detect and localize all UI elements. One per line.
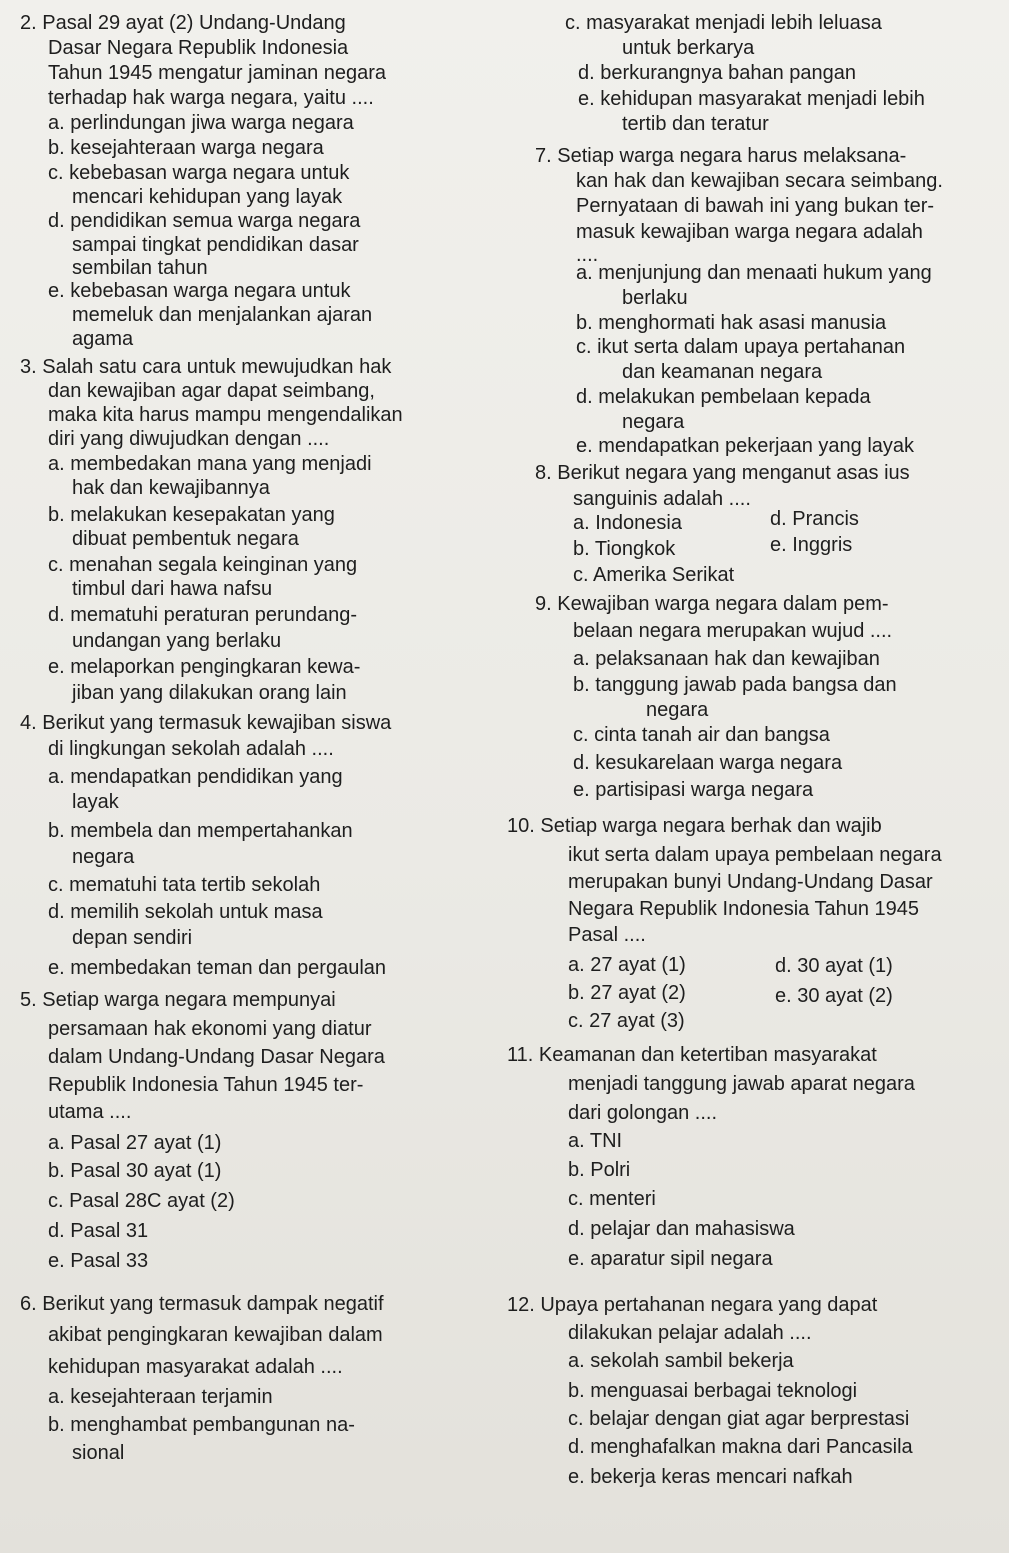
q8-stem-1: 8. Berikut negara yang menganut asas ius <box>535 462 910 484</box>
q7-option-c-cont: dan keamanan negara <box>622 361 823 383</box>
q3-stem-1: 3. Salah satu cara untuk mewujudkan hak <box>20 356 392 378</box>
q5-stem-4: Republik Indonesia Tahun 1945 ter- <box>48 1074 364 1096</box>
q11-stem-2: menjadi tanggung jawab aparat negara <box>568 1073 915 1095</box>
q3-option-c: c. menahan segala keinginan yang <box>48 554 358 576</box>
q12-option-d: d. menghafalkan makna dari Pancasila <box>568 1436 913 1458</box>
q3-stem-3: maka kita harus mampu mengendalikan <box>48 404 403 426</box>
q2-option-e-cont-1: memeluk dan menjalankan ajaran <box>72 304 373 326</box>
q11-option-a: a. TNI <box>568 1130 623 1152</box>
q4-option-a: a. mendapatkan pendidikan yang <box>48 766 343 788</box>
q12-option-a: a. sekolah sambil bekerja <box>568 1350 794 1372</box>
q6-option-e: e. kehidupan masyarakat menjadi lebih <box>578 88 925 110</box>
q2-stem-4: terhadap hak warga negara, yaitu .... <box>48 87 374 109</box>
q6-option-c-cont: untuk berkarya <box>622 37 755 59</box>
q10-stem-5: Pasal .... <box>568 924 646 946</box>
q4-option-d: d. memilih sekolah untuk masa <box>48 901 323 923</box>
q10-stem-3: merupakan bunyi Undang-Undang Dasar <box>568 871 933 893</box>
q3-option-b-cont: dibuat pembentuk negara <box>72 528 299 550</box>
q7-option-c: c. ikut serta dalam upaya pertahanan <box>576 336 906 358</box>
q3-option-a-cont: hak dan kewajibannya <box>72 477 270 499</box>
q4-option-c: c. mematuhi tata tertib sekolah <box>48 874 321 896</box>
q2-stem-2: Dasar Negara Republik Indonesia <box>48 37 349 59</box>
q9-option-a: a. pelaksanaan hak dan kewajiban <box>573 648 880 670</box>
q8-stem-2: sanguinis adalah .... <box>573 488 751 510</box>
q5-option-b: b. Pasal 30 ayat (1) <box>48 1160 222 1182</box>
q3-stem-4: diri yang diwujudkan dengan .... <box>48 428 330 450</box>
q7-stem-1: 7. Setiap warga negara harus melaksana- <box>535 145 907 167</box>
q2-option-c: c. kebebasan warga negara untuk <box>48 162 350 184</box>
q8-option-d: d. Prancis <box>770 508 859 530</box>
q6-option-d: d. berkurangnya bahan pangan <box>578 62 857 84</box>
q10-option-b: b. 27 ayat (2) <box>568 982 686 1004</box>
q5-stem-3: dalam Undang-Undang Dasar Negara <box>48 1046 385 1068</box>
q3-option-a: a. membedakan mana yang menjadi <box>48 453 372 475</box>
q10-stem-4: Negara Republik Indonesia Tahun 1945 <box>568 898 920 920</box>
q6-stem-3: kehidupan masyarakat adalah .... <box>48 1356 343 1378</box>
q5-option-c: c. Pasal 28C ayat (2) <box>48 1190 235 1212</box>
q10-option-e: e. 30 ayat (2) <box>775 985 893 1007</box>
q9-option-b-cont: negara <box>646 699 709 721</box>
q7-stem-3: Pernyataan di bawah ini yang bukan ter- <box>576 195 935 217</box>
q9-option-b: b. tanggung jawab pada bangsa dan <box>573 674 897 696</box>
q7-stem-4: masuk kewajiban warga negara adalah <box>576 221 923 243</box>
q6-option-c: c. masyarakat menjadi lebih leluasa <box>565 12 882 34</box>
q5-option-a: a. Pasal 27 ayat (1) <box>48 1132 222 1154</box>
q7-stem-5: .... <box>576 244 599 266</box>
q2-option-c-cont: mencari kehidupan yang layak <box>72 186 343 208</box>
q3-option-b: b. melakukan kesepakatan yang <box>48 504 335 526</box>
q12-stem-1: 12. Upaya pertahanan negara yang dapat <box>507 1294 878 1316</box>
q4-option-e: e. membedakan teman dan pergaulan <box>48 957 387 979</box>
q3-option-d-cont: undangan yang berlaku <box>72 630 282 652</box>
q11-option-e: e. aparatur sipil negara <box>568 1248 773 1270</box>
q10-option-a: a. 27 ayat (1) <box>568 954 686 976</box>
q12-option-b: b. menguasai berbagai teknologi <box>568 1380 858 1402</box>
q10-stem-2: ikut serta dalam upaya pembelaan negara <box>568 844 942 866</box>
q5-option-e: e. Pasal 33 <box>48 1250 149 1272</box>
q6-stem-2: akibat pengingkaran kewajiban dalam <box>48 1324 383 1346</box>
q2-option-a: a. perlindungan jiwa warga negara <box>48 112 354 134</box>
q8-option-b: b. Tiongkok <box>573 538 676 560</box>
q2-option-e: e. kebebasan warga negara untuk <box>48 280 351 302</box>
q11-option-d: d. pelajar dan mahasiswa <box>568 1218 795 1240</box>
q2-option-e-cont-2: agama <box>72 328 134 350</box>
q10-stem-1: 10. Setiap warga negara berhak dan wajib <box>507 815 882 837</box>
q4-option-a-cont: layak <box>72 791 119 813</box>
q12-option-c: c. belajar dengan giat agar berprestasi <box>568 1408 910 1430</box>
q12-stem-2: dilakukan pelajar adalah .... <box>568 1322 812 1344</box>
q5-option-d: d. Pasal 31 <box>48 1220 149 1242</box>
q6-option-a: a. kesejahteraan terjamin <box>48 1386 273 1408</box>
q2-option-d-cont-1: sampai tingkat pendidikan dasar <box>72 234 359 256</box>
q7-option-a: a. menjunjung dan menaati hukum yang <box>576 262 932 284</box>
q9-option-c: c. cinta tanah air dan bangsa <box>573 724 830 746</box>
q7-option-d: d. melakukan pembelaan kepada <box>576 386 871 408</box>
q4-stem-2: di lingkungan sekolah adalah .... <box>48 738 334 760</box>
q5-stem-2: persamaan hak ekonomi yang diatur <box>48 1018 372 1040</box>
q5-stem-5: utama .... <box>48 1101 132 1123</box>
q3-stem-2: dan kewajiban agar dapat seimbang, <box>48 380 375 402</box>
q7-option-d-cont: negara <box>622 411 685 433</box>
q8-option-e: e. Inggris <box>770 534 853 556</box>
q4-option-d-cont: depan sendiri <box>72 927 193 949</box>
q2-option-d: d. pendidikan semua warga negara <box>48 210 361 232</box>
q11-stem-3: dari golongan .... <box>568 1102 717 1124</box>
q12-option-e: e. bekerja keras mencari nafkah <box>568 1466 853 1488</box>
q8-option-c: c. Amerika Serikat <box>573 564 735 586</box>
q3-option-c-cont: timbul dari hawa nafsu <box>72 578 273 600</box>
q3-option-e: e. melaporkan pengingkaran kewa- <box>48 656 361 678</box>
q6-option-b: b. menghambat pembangunan na- <box>48 1414 355 1436</box>
q2-option-d-cont-2: sembilan tahun <box>72 257 208 279</box>
q7-stem-2: kan hak dan kewajiban secara seimbang. <box>576 170 943 192</box>
q9-option-e: e. partisipasi warga negara <box>573 779 814 801</box>
q7-option-b: b. menghormati hak asasi manusia <box>576 312 887 334</box>
q9-option-d: d. kesukarelaan warga negara <box>573 752 843 774</box>
q3-option-d: d. mematuhi peraturan perundang- <box>48 604 358 626</box>
q6-option-e-cont: tertib dan teratur <box>622 113 769 135</box>
q2-stem-3: Tahun 1945 mengatur jaminan negara <box>48 62 387 84</box>
q6-stem-1: 6. Berikut yang termasuk dampak negatif <box>20 1293 384 1315</box>
q5-stem-1: 5. Setiap warga negara mempunyai <box>20 989 336 1011</box>
q4-stem-1: 4. Berikut yang termasuk kewajiban siswa <box>20 712 392 734</box>
q10-option-c: c. 27 ayat (3) <box>568 1010 685 1032</box>
q2-stem-1: 2. Pasal 29 ayat (2) Undang-Undang <box>20 12 346 34</box>
q7-option-a-cont: berlaku <box>622 287 688 309</box>
q11-stem-1: 11. Keamanan dan ketertiban masyarakat <box>507 1044 877 1066</box>
q10-option-d: d. 30 ayat (1) <box>775 955 893 977</box>
q11-option-c: c. menteri <box>568 1188 656 1210</box>
q4-option-b: b. membela dan mempertahankan <box>48 820 353 842</box>
q4-option-b-cont: negara <box>72 846 135 868</box>
q3-option-e-cont: jiban yang dilakukan orang lain <box>72 682 347 704</box>
q9-stem-2: belaan negara merupakan wujud .... <box>573 620 893 642</box>
q2-option-b: b. kesejahteraan warga negara <box>48 137 324 159</box>
q9-stem-1: 9. Kewajiban warga negara dalam pem- <box>535 593 889 615</box>
q11-option-b: b. Polri <box>568 1159 631 1181</box>
q8-option-a: a. Indonesia <box>573 512 682 534</box>
q7-option-e: e. mendapatkan pekerjaan yang layak <box>576 435 915 457</box>
q6-option-b-cont: sional <box>72 1442 125 1464</box>
